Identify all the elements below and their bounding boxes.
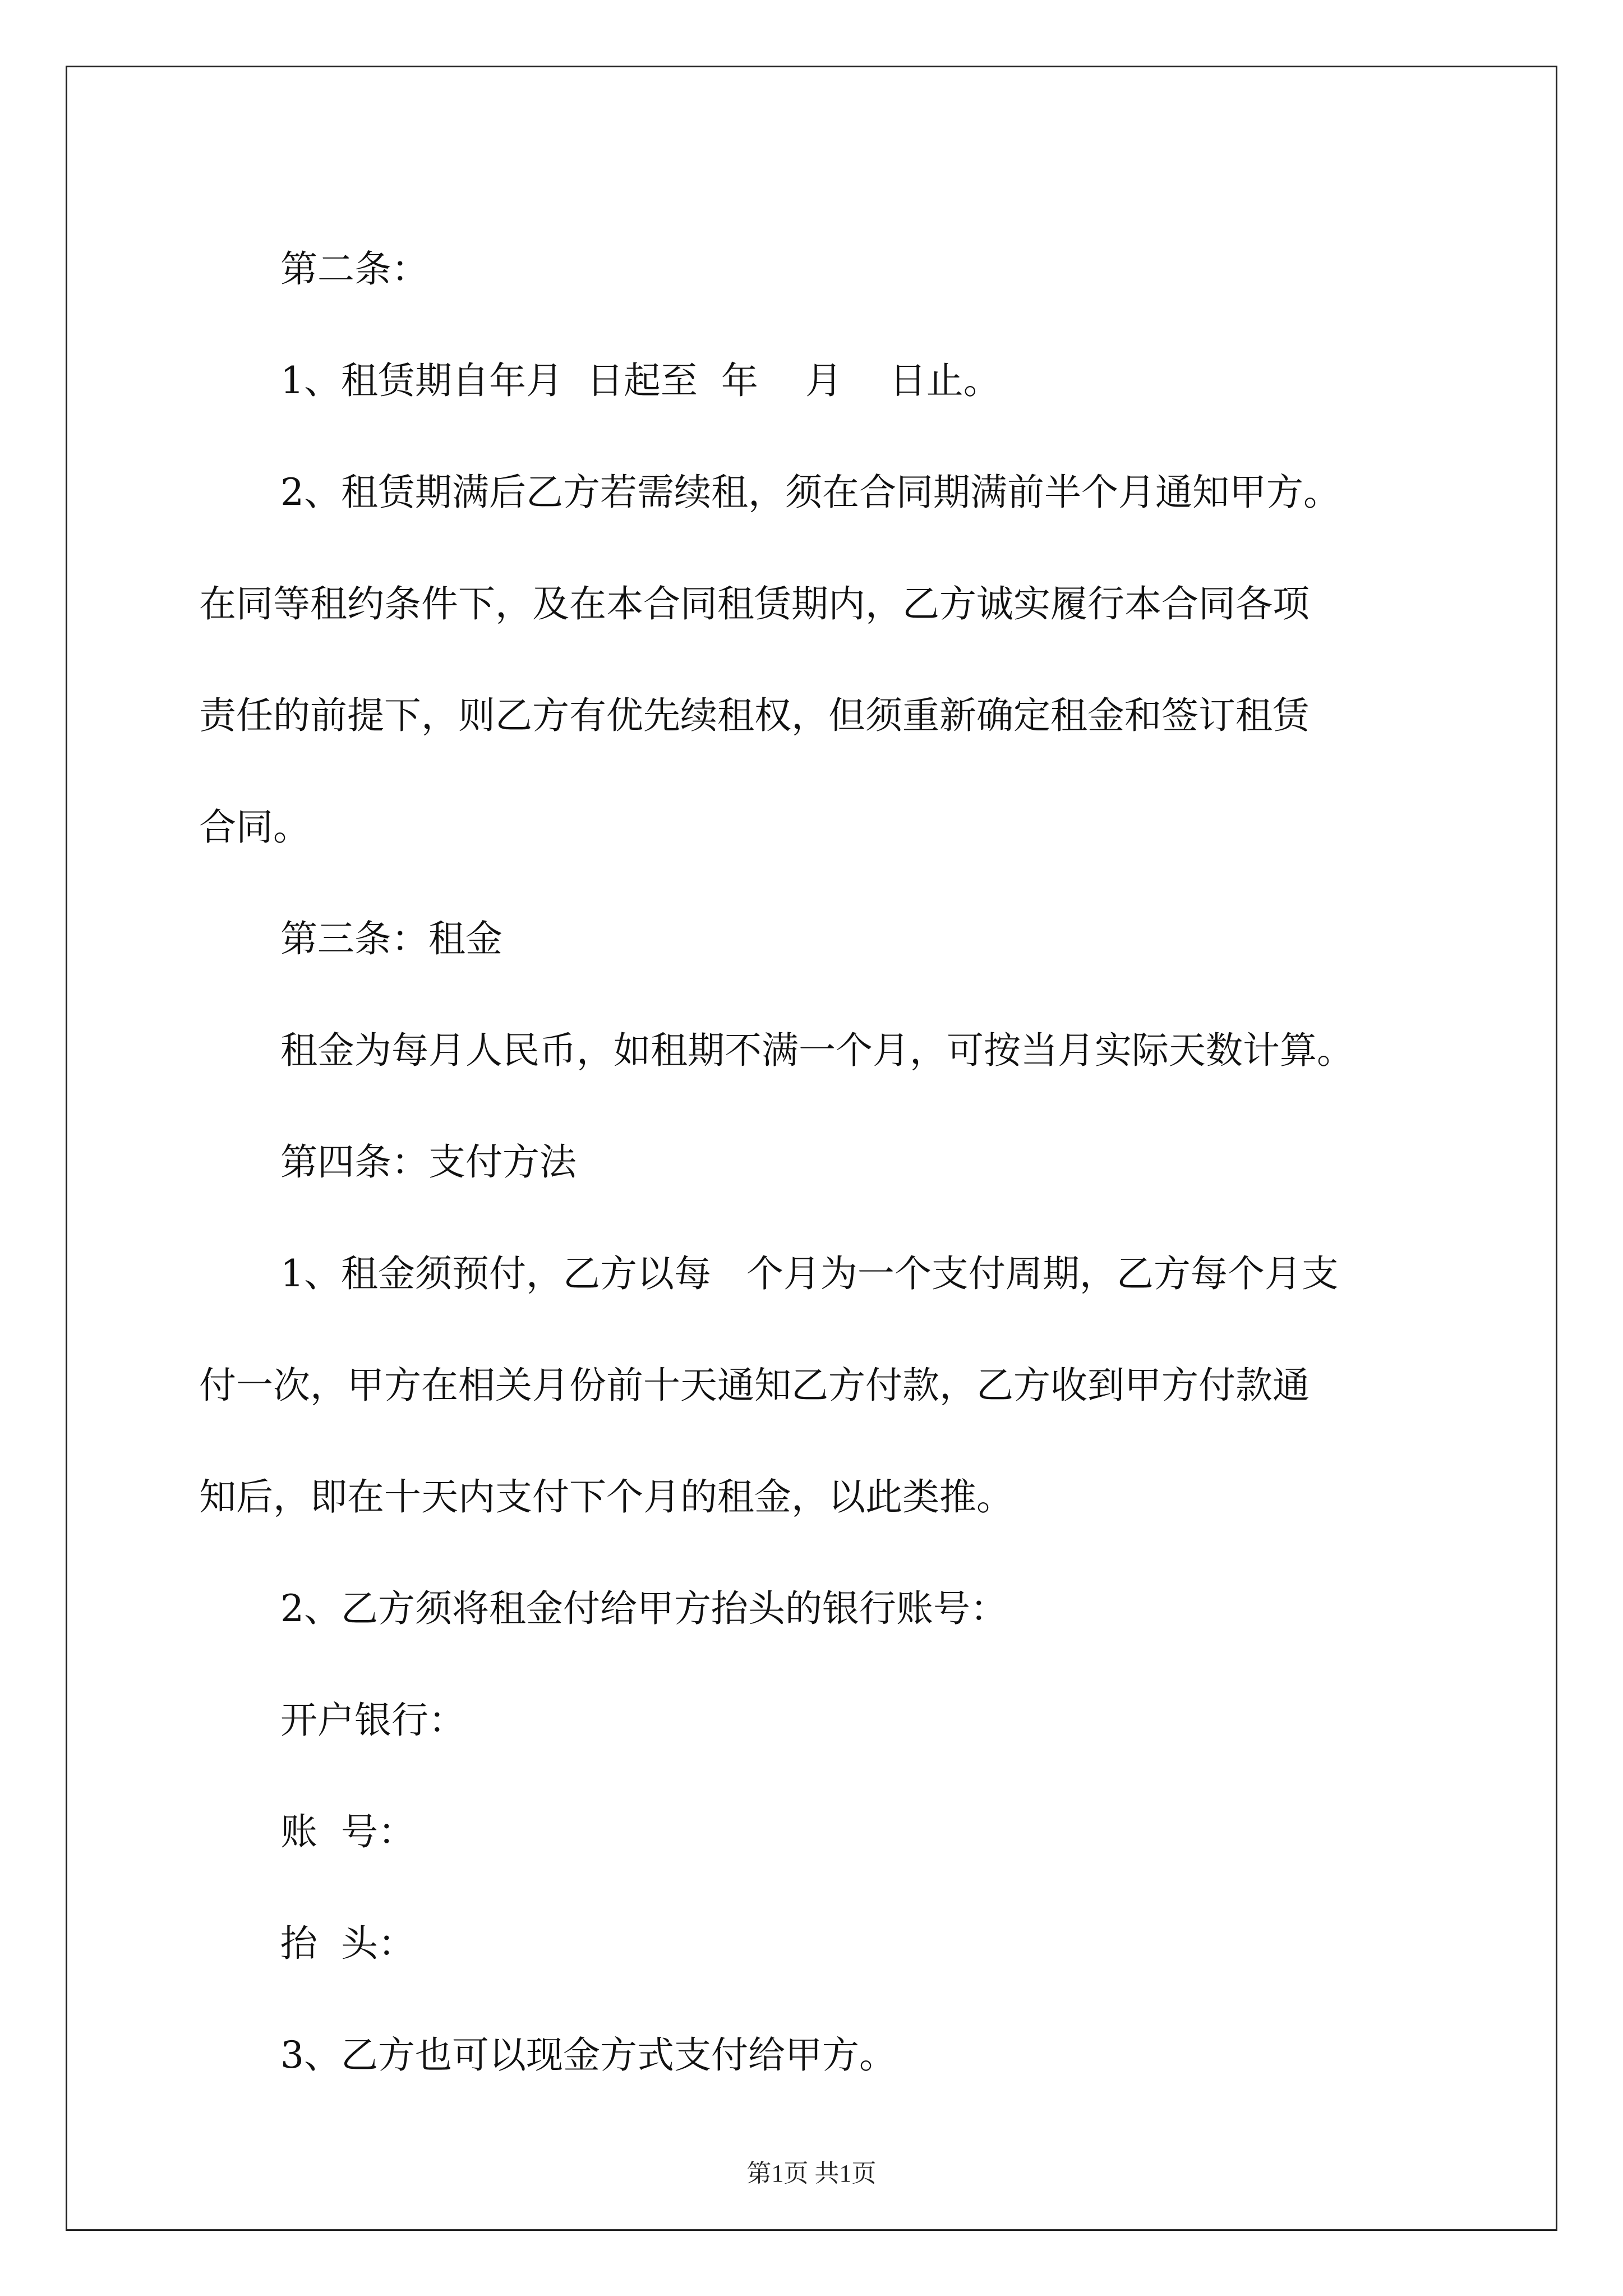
renewal-clause-line-2: 在同等租约条件下，及在本合同租赁期内，乙方诚实履行本合同各项 <box>199 582 1310 625</box>
bank-account-clause: 2、乙方须将租金付给甲方抬头的银行账号： <box>280 1587 1007 1630</box>
article-4-heading: 第四条：支付方法 <box>280 1140 577 1184</box>
bank-name-field: 开户银行： <box>280 1699 465 1742</box>
prepayment-clause-line-3: 知后，即在十天内支付下个月的租金，以此类推。 <box>199 1475 1013 1519</box>
prepayment-clause-line-2: 付一次，甲方在相关月份前十天通知乙方付款，乙方收到甲方付款通 <box>199 1364 1310 1407</box>
rent-clause: 租金为每月人民币，如租期不满一个月，可按当月实际天数计算。 <box>280 1029 1354 1072</box>
account-number-field: 账 号： <box>280 1810 415 1853</box>
page-number-footer: 第1页 共1页 <box>746 2160 877 2187</box>
lease-term-clause: 1、租赁期自年月 日起至 年 月 日止。 <box>280 359 1000 402</box>
cash-payment-clause: 3、乙方也可以现金方式支付给甲方。 <box>280 2033 896 2077</box>
article-2-heading: 第二条： <box>280 247 428 291</box>
document-body <box>199 213 1433 2111</box>
article-3-heading: 第三条：租金 <box>280 917 502 960</box>
renewal-clause-line-3: 责任的前提下，则乙方有优先续租权，但须重新确定租金和签订租赁 <box>199 694 1310 737</box>
renewal-clause-line-4: 合同。 <box>199 806 310 849</box>
account-holder-field: 抬 头： <box>280 1922 415 1965</box>
prepayment-clause-line-1: 1、租金须预付，乙方以每 个月为一个支付周期，乙方每个月支 <box>280 1252 1339 1295</box>
renewal-clause-line-1: 2、租赁期满后乙方若需续租，须在合同期满前半个月通知甲方。 <box>280 471 1340 514</box>
